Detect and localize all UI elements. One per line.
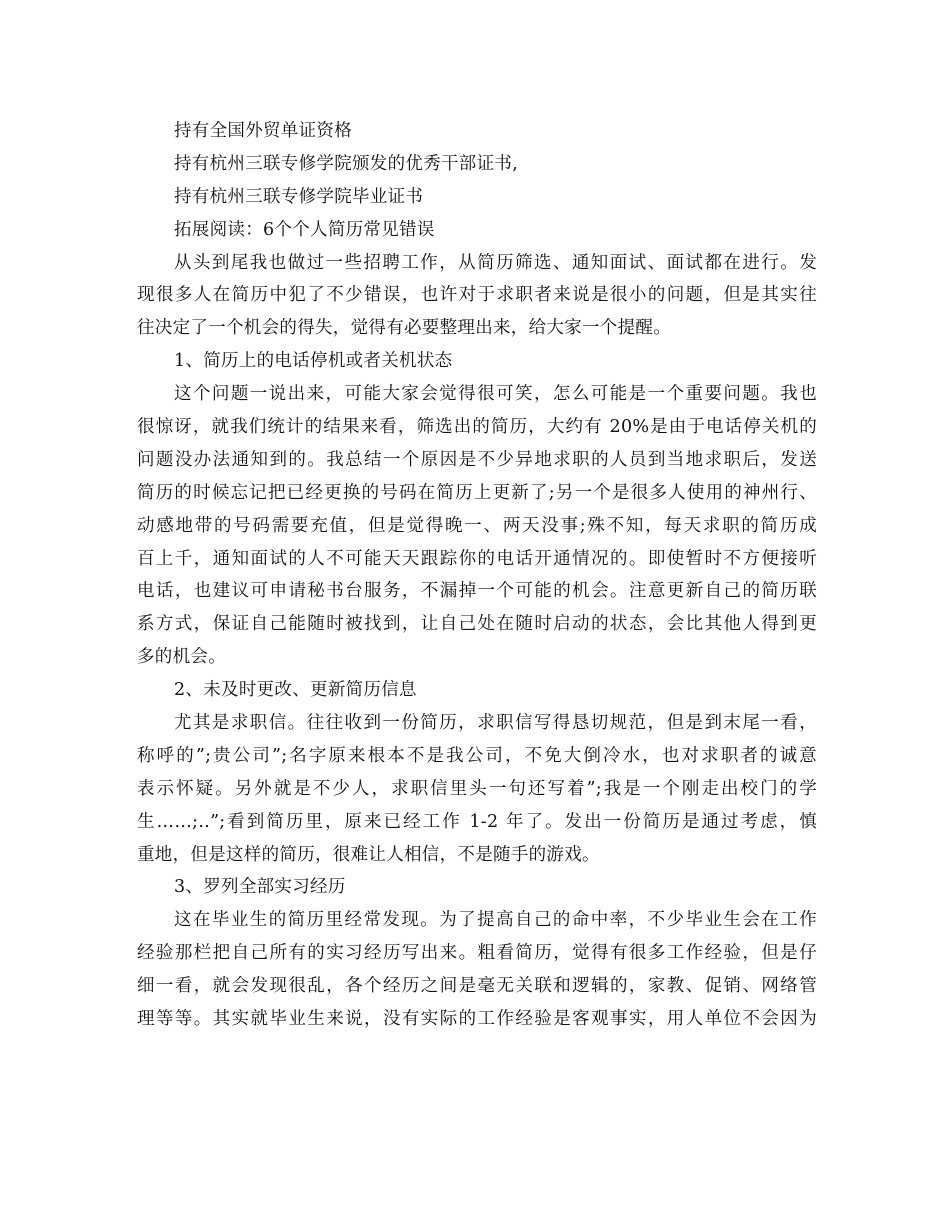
text-line: 从头到尾我也做过一些招聘工作，从简历筛选、通知面试、面试都在进行。发 xyxy=(174,252,817,273)
text-line: 现很多人在简历中犯了不少错误，也许对于求职者来说是很小的问题，但是其实往 xyxy=(137,285,817,306)
text-line: 生……;..”;看到简历里，原来已经工作 1-2 年了。发出一份简历是通过考虑，慎 xyxy=(137,811,817,832)
text-line: 表示怀疑。另外就是不少人，求职信里头一句还写着”;我是一个刚走出校门的学 xyxy=(137,778,817,799)
text-line: 简历的时候忘记把已经更换的号码在简历上更新了;另一个是很多人使用的神州行、 xyxy=(137,482,817,503)
text-line: 尤其是求职信。往往收到一份简历，求职信写得恳切规范，但是到末尾一看， xyxy=(174,713,817,734)
text-line: 1、简历上的电话停机或者关机状态 xyxy=(174,351,453,372)
text-line: 3、罗列全部实习经历 xyxy=(174,877,346,898)
text-line: 多的机会。 xyxy=(137,647,226,668)
text-line: 往决定了一个机会的得失，觉得有必要整理出来，给大家一个提醒。 xyxy=(137,318,671,339)
text-line: 持有杭州三联专修学院颁发的优秀干部证书, xyxy=(174,153,519,174)
text-line: 理等等。其实就毕业生来说，没有实际的工作经验是客观事实，用人单位不会因为 xyxy=(137,1009,817,1030)
text-line: 重地，但是这样的简历，很难让人相信，不是随手的游戏。 xyxy=(137,844,600,865)
text-line: 百上千，通知面试的人不可能天天跟踪你的电话开通情况的。即使暂时不方便接听 xyxy=(137,548,817,569)
text-line: 细一看，就会发现很乱，各个经历之间是毫无关联和逻辑的，家教、促销、网络管 xyxy=(137,976,817,997)
text-line: 这在毕业生的简历里经常发现。为了提高自己的命中率，不少毕业生会在工作 xyxy=(174,910,817,931)
text-line: 拓展阅读：6个个人简历常见错误 xyxy=(174,219,435,240)
text-line: 动感地带的号码需要充值，但是觉得晚一、两天没事;殊不知，每天求职的简历成 xyxy=(137,515,817,536)
document-body xyxy=(137,116,817,1037)
text-line: 问题没办法通知到的。我总结一个原因是不少异地求职的人员到当地求职后，发送 xyxy=(137,449,817,470)
text-line: 经验那栏把自己所有的实习经历写出来。粗看简历，觉得有很多工作经验，但是仔 xyxy=(137,943,817,964)
text-line: 称呼的”;贵公司”;名字原来根本不是我公司，不免大倒冷水，也对求职者的诚意 xyxy=(137,745,817,766)
text-line: 系方式，保证自己能随时被找到，让自己处在随时启动的状态，会比其他人得到更 xyxy=(137,614,817,635)
text-line: 2、未及时更改、更新简历信息 xyxy=(174,680,417,701)
text-line: 很惊讶，就我们统计的结果来看，筛选出的简历，大约有 20%是由于电话停关机的 xyxy=(137,417,817,438)
text-line: 持有杭州三联专修学院毕业证书 xyxy=(174,186,424,207)
text-line: 这个问题一说出来，可能大家会觉得很可笑，怎么可能是一个重要问题。我也 xyxy=(174,384,817,405)
text-line: 电话，也建议可申请秘书台服务，不漏掉一个可能的机会。注意更新自己的简历联 xyxy=(137,581,817,602)
text-line: 持有全国外贸单证资格 xyxy=(174,121,352,141)
